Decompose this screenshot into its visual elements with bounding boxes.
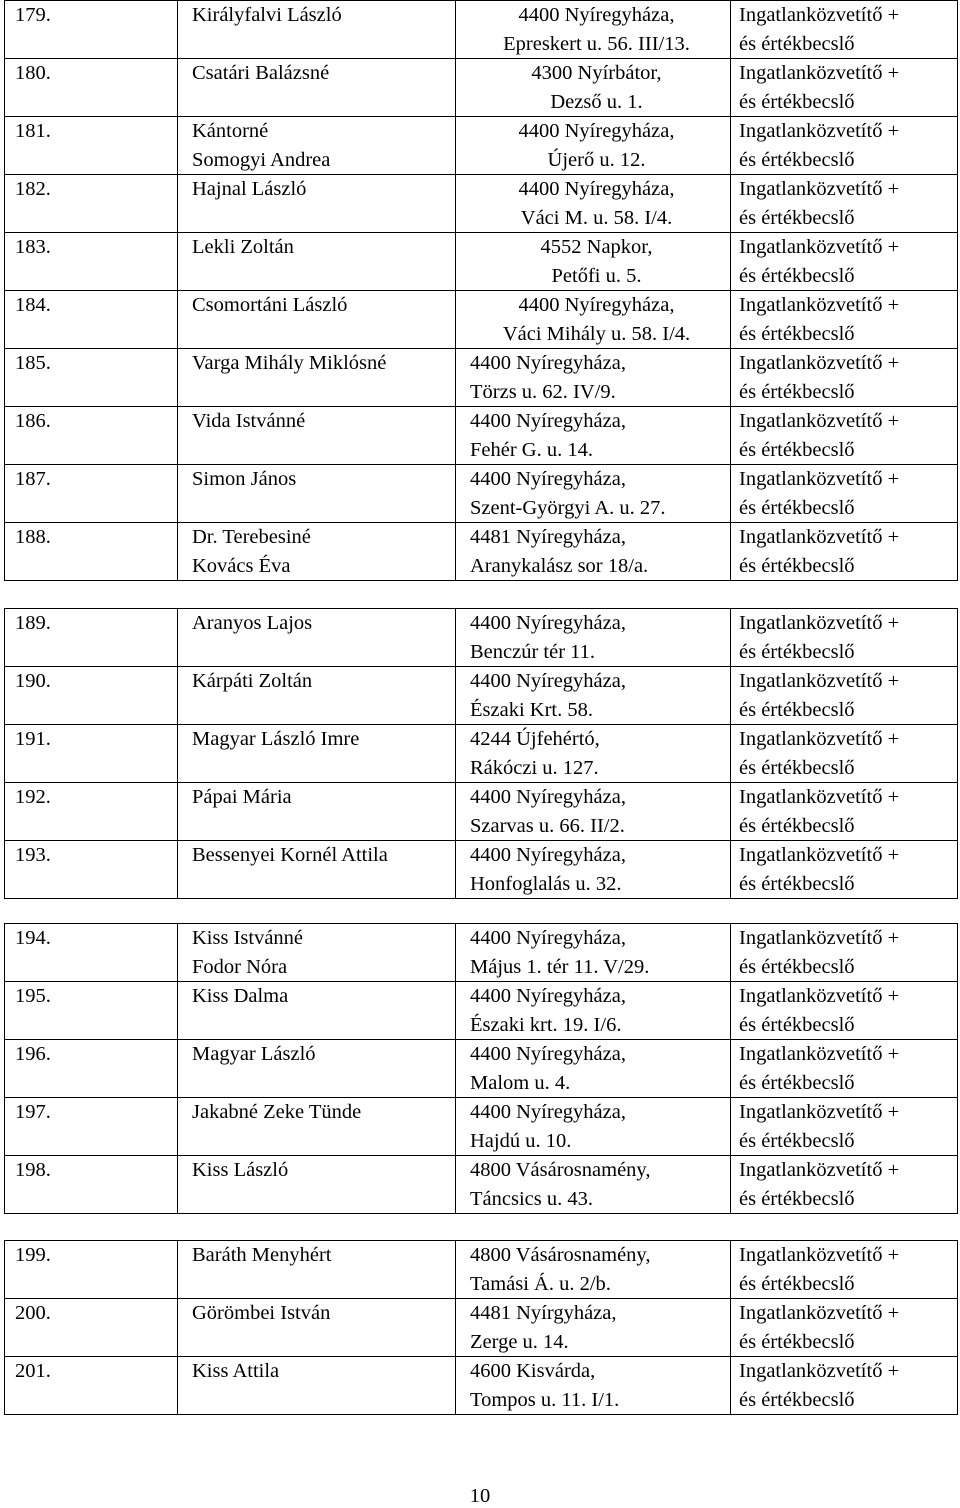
entry-address-line: Benczúr tér 11. [470,640,596,663]
entry-number: 193. [15,844,51,866]
entry-type-cell [731,1241,958,1299]
table-row [5,175,958,233]
entry-address-cell [456,523,731,581]
entry-address-line: Tompos u. 11. I/1. [470,1388,620,1411]
table-row [5,233,958,291]
entry-number: 183. [15,236,51,258]
entry-address-line: Dezső u. 1. [550,90,643,113]
entry-number-cell [5,465,178,523]
table-row [5,924,958,982]
table-row [5,407,958,465]
entry-type-line: és értékbecslő [739,322,855,345]
entry-address-line: Zerge u. 14. [470,1330,569,1353]
entry-name-line: Bessenyei Kornél Attila [192,844,388,866]
entry-number: 191. [15,728,51,750]
entry-address-line: Északi Krt. 58. [470,698,593,721]
entry-address-cell [456,1040,731,1098]
entry-number: 190. [15,670,51,692]
entry-address-cell [456,1241,731,1299]
entry-type-line: és értékbecslő [739,1330,855,1353]
entry-name-cell [178,1156,456,1214]
entries-table-section-2 [4,608,958,899]
entry-address-line: 4481 Nyírgyháza, [470,1302,617,1324]
entry-number: 195. [15,985,51,1007]
entry-address-cell [456,233,731,291]
table-row [5,1299,958,1357]
entry-name-line: Pápai Mária [192,786,292,808]
entry-address-cell [456,667,731,725]
table-row [5,667,958,725]
entry-number-cell [5,1,178,59]
entry-name-line: Fodor Nóra [192,955,288,978]
entry-number-cell [5,1357,178,1415]
entry-name-line: Kántorné [192,120,269,142]
entry-type-line: és értékbecslő [739,872,855,895]
entry-address-line: Rákóczi u. 127. [470,756,599,779]
entry-type-line: Ingatlanközvetítő + [739,120,900,142]
entry-type-line: és értékbecslő [739,756,855,779]
entry-address-line: 4600 Kisvárda, [470,1360,596,1382]
entry-address-line: Törzs u. 62. IV/9. [470,380,616,403]
entry-type-line: és értékbecslő [739,1388,855,1411]
entry-address-line: 4400 Nyíregyháza, [470,670,626,692]
entry-name-line: Magyar László Imre [192,728,360,750]
table-row [5,465,958,523]
entry-name-line: Hajnal László [192,178,307,200]
entry-number-cell [5,233,178,291]
entry-type-line: és értékbecslő [739,1272,855,1295]
entry-name-cell [178,609,456,667]
entry-type-line: és értékbecslő [739,1187,855,1210]
entry-type-line: és értékbecslő [739,264,855,287]
entry-type-line: Ingatlanközvetítő + [739,728,900,750]
entry-address-line: Szarvas u. 66. II/2. [470,814,625,837]
entry-address-cell [456,1357,731,1415]
entry-type-cell [731,291,958,349]
entry-name-cell [178,59,456,117]
entry-type-line: és értékbecslő [739,955,855,978]
entry-address-line: Szent-Györgyi A. u. 27. [470,496,666,519]
entry-name-cell [178,841,456,899]
table-row [5,725,958,783]
entry-name-line: Kiss Istvánné [192,927,304,949]
entry-type-line: és értékbecslő [739,554,855,577]
entry-name-line: Baráth Menyhért [192,1244,332,1266]
entry-name-cell [178,291,456,349]
entry-type-line: Ingatlanközvetítő + [739,468,900,490]
entry-type-line: és értékbecslő [739,1071,855,1094]
entry-name-cell [178,1,456,59]
entry-address-cell [456,841,731,899]
entry-address-cell [456,175,731,233]
entry-address-line: 4400 Nyíregyháza, [518,120,675,142]
entries-table-section-1 [4,0,958,581]
entry-type-line: és értékbecslő [739,438,855,461]
entry-number: 194. [15,927,51,949]
entry-name-cell [178,523,456,581]
table-row [5,1098,958,1156]
entry-number-cell [5,1098,178,1156]
entry-address-cell [456,59,731,117]
entry-address-line: 4400 Nyíregyháza, [470,927,626,949]
entry-type-cell [731,1098,958,1156]
entry-type-line: Ingatlanközvetítő + [739,236,900,258]
entry-name-cell [178,982,456,1040]
entry-type-cell [731,1299,958,1357]
entry-address-line: Táncsics u. 43. [470,1187,593,1210]
entry-number: 186. [15,410,51,432]
table-row [5,291,958,349]
entry-name-cell [178,667,456,725]
entry-name-cell [178,1098,456,1156]
entry-name-line: Lekli Zoltán [192,236,294,258]
entry-type-line: Ingatlanközvetítő + [739,612,900,634]
entry-address-line: Petőfi u. 5. [551,264,642,287]
table-row [5,1,958,59]
entry-number: 182. [15,178,51,200]
entry-address-line: Epreskert u. 56. III/13. [503,32,690,55]
entry-name-line: Aranyos Lajos [192,612,313,634]
entry-type-cell [731,725,958,783]
entry-address-line: 4400 Nyíregyháza, [470,612,626,634]
entry-number-cell [5,609,178,667]
entry-name-cell [178,783,456,841]
entry-type-cell [731,924,958,982]
entry-name-cell [178,407,456,465]
entry-name-cell [178,1040,456,1098]
entry-number-cell [5,523,178,581]
entry-number-cell [5,667,178,725]
entry-address-line: Újerő u. 12. [547,148,646,171]
entry-address-line: 4300 Nyírbátor, [531,62,662,84]
table-row [5,1040,958,1098]
entry-number: 180. [15,62,51,84]
entry-address-cell [456,1,731,59]
entry-number: 197. [15,1101,51,1123]
entry-type-line: Ingatlanközvetítő + [739,526,900,548]
entry-address-cell [456,1299,731,1357]
entry-type-line: Ingatlanközvetítő + [739,927,900,949]
entry-address-line: 4400 Nyíregyháza, [470,468,626,490]
entry-number: 200. [15,1302,51,1324]
entry-number-cell [5,291,178,349]
entry-number: 189. [15,612,51,634]
table-row [5,1357,958,1415]
entry-name-cell [178,1299,456,1357]
entry-type-cell [731,349,958,407]
entry-address-line: 4800 Vásárosnamény, [470,1244,651,1266]
entry-address-line: Honfoglalás u. 32. [470,872,622,895]
entry-type-cell [731,841,958,899]
entry-address-line: 4400 Nyíregyháza, [470,410,626,432]
entry-address-cell [456,783,731,841]
entry-type-line: és értékbecslő [739,32,855,55]
entry-number-cell [5,407,178,465]
entry-name-line: Magyar László [192,1043,316,1065]
entry-address-cell [456,609,731,667]
entry-name-line: Somogyi Andrea [192,148,331,171]
entry-name-cell [178,924,456,982]
entry-number-cell [5,1040,178,1098]
entry-number-cell [5,349,178,407]
entry-address-cell [456,1098,731,1156]
entry-type-line: Ingatlanközvetítő + [739,178,900,200]
entry-address-cell [456,407,731,465]
entry-name-line: Kiss Dalma [192,985,289,1007]
entry-address-line: 4481 Nyíregyháza, [470,526,626,548]
entry-name-line: Kiss Attila [192,1360,280,1382]
entry-number-cell [5,982,178,1040]
entry-type-cell [731,407,958,465]
entry-number-cell [5,924,178,982]
entry-type-line: és értékbecslő [739,698,855,721]
entry-type-cell [731,982,958,1040]
entries-table-section-4 [4,1240,958,1415]
entry-address-line: 4400 Nyíregyháza, [518,294,675,316]
entry-address-cell [456,465,731,523]
entry-name-line: Görömbei István [192,1302,331,1324]
entry-type-line: és értékbecslő [739,206,855,229]
entry-type-cell [731,59,958,117]
entry-address-line: 4400 Nyíregyháza, [518,178,675,200]
entry-number-cell [5,1241,178,1299]
entries-table-section-3 [4,923,958,1214]
entry-type-line: és értékbecslő [739,148,855,171]
entry-type-line: és értékbecslő [739,640,855,663]
entry-number: 198. [15,1159,51,1181]
entry-address-line: 4552 Napkor, [540,236,653,258]
entry-type-line: és értékbecslő [739,814,855,837]
entry-number-cell [5,117,178,175]
entry-address-cell [456,291,731,349]
entry-number-cell [5,841,178,899]
entry-address-line: 4400 Nyíregyháza, [518,4,675,26]
entry-number: 181. [15,120,51,142]
entry-name-cell [178,1357,456,1415]
entry-address-cell [456,924,731,982]
entry-name-line: Dr. Terebesiné [192,526,311,548]
entry-type-cell [731,609,958,667]
entry-address-line: 4400 Nyíregyháza, [470,844,626,866]
entry-type-line: és értékbecslő [739,1013,855,1036]
entry-number: 185. [15,352,51,374]
entry-number: 196. [15,1043,51,1065]
entry-address-line: 4400 Nyíregyháza, [470,1101,626,1123]
entry-type-line: Ingatlanközvetítő + [739,1043,900,1065]
entry-type-line: Ingatlanközvetítő + [739,62,900,84]
entry-address-cell [456,725,731,783]
entry-name-cell [178,1241,456,1299]
entry-type-line: és értékbecslő [739,1129,855,1152]
entry-address-line: Május 1. tér 11. V/29. [470,955,650,978]
entry-name-cell [178,349,456,407]
entry-type-line: Ingatlanközvetítő + [739,1159,900,1181]
entry-address-line: Tamási Á. u. 2/b. [470,1272,611,1295]
entry-type-cell [731,783,958,841]
entry-number-cell [5,59,178,117]
entry-name-line: Kovács Éva [192,554,291,577]
entry-type-line: és értékbecslő [739,90,855,113]
entry-name-line: Simon János [192,468,297,490]
table-row [5,841,958,899]
entry-type-cell [731,523,958,581]
entry-address-line: Váci M. u. 58. I/4. [520,206,673,229]
entry-name-line: Varga Mihály Miklósné [192,352,387,374]
entry-type-line: és értékbecslő [739,496,855,519]
entry-name-cell [178,117,456,175]
entry-address-cell [456,1156,731,1214]
entry-address-line: Aranykalász sor 18/a. [470,554,649,577]
entry-address-line: Fehér G. u. 14. [470,438,593,461]
entry-type-line: Ingatlanközvetítő + [739,985,900,1007]
entry-number-cell [5,175,178,233]
table-row [5,609,958,667]
entry-name-line: Királyfalvi László [192,4,342,26]
entry-type-cell [731,1,958,59]
entry-number: 201. [15,1360,51,1382]
entry-name-cell [178,233,456,291]
entry-address-line: 4800 Vásárosnamény, [470,1159,651,1181]
entry-type-cell [731,1357,958,1415]
entry-number-cell [5,1156,178,1214]
table-row [5,783,958,841]
table-row [5,523,958,581]
entry-address-line: 4400 Nyíregyháza, [470,786,626,808]
entry-number: 179. [15,4,51,26]
entry-type-cell [731,175,958,233]
entry-address-line: 4400 Nyíregyháza, [470,985,626,1007]
table-row [5,59,958,117]
entry-address-line: Északi krt. 19. I/6. [470,1013,622,1036]
page-number: 10 [469,1485,491,1507]
entry-number: 192. [15,786,51,808]
entry-address-cell [456,349,731,407]
entry-number: 199. [15,1244,51,1266]
table-row [5,1156,958,1214]
entry-name-cell [178,725,456,783]
entry-address-cell [456,117,731,175]
entry-type-cell [731,1156,958,1214]
entry-name-line: Kiss László [192,1159,289,1181]
entry-name-cell [178,175,456,233]
entry-type-line: Ingatlanközvetítő + [739,1360,900,1382]
entry-number: 188. [15,526,51,548]
entry-type-line: Ingatlanközvetítő + [739,4,900,26]
entry-name-cell [178,465,456,523]
entry-name-line: Vida Istvánné [192,410,306,432]
table-row [5,117,958,175]
entry-type-cell [731,465,958,523]
entry-type-line: Ingatlanközvetítő + [739,294,900,316]
entry-name-line: Csomortáni László [192,294,348,316]
entry-number-cell [5,1299,178,1357]
table-row [5,982,958,1040]
entry-type-line: Ingatlanközvetítő + [739,410,900,432]
entry-number-cell [5,725,178,783]
entry-name-line: Jakabné Zeke Tünde [192,1101,362,1123]
entry-address-line: 4400 Nyíregyháza, [470,1043,626,1065]
entry-number: 184. [15,294,51,316]
entry-type-line: Ingatlanközvetítő + [739,352,900,374]
table-row [5,1241,958,1299]
entry-name-line: Kárpáti Zoltán [192,670,313,692]
entry-address-line: 4400 Nyíregyháza, [470,352,626,374]
entry-type-line: Ingatlanközvetítő + [739,670,900,692]
entry-number-cell [5,783,178,841]
entry-address-line: Váci Mihály u. 58. I/4. [502,322,691,345]
entry-address-cell [456,982,731,1040]
entry-address-line: Malom u. 4. [470,1071,571,1094]
entry-address-line: 4244 Újfehértó, [470,728,600,750]
entry-name-line: Csatári Balázsné [192,62,330,84]
entry-type-line: Ingatlanközvetítő + [739,844,900,866]
entry-address-line: Hajdú u. 10. [470,1129,572,1152]
entry-type-line: és értékbecslő [739,380,855,403]
entry-type-line: Ingatlanközvetítő + [739,1101,900,1123]
entry-type-line: Ingatlanközvetítő + [739,786,900,808]
entry-type-line: Ingatlanközvetítő + [739,1244,900,1266]
entry-number: 187. [15,468,51,490]
entry-type-cell [731,667,958,725]
entry-type-cell [731,1040,958,1098]
table-row [5,349,958,407]
entry-type-cell [731,117,958,175]
entry-type-cell [731,233,958,291]
entry-type-line: Ingatlanközvetítő + [739,1302,900,1324]
